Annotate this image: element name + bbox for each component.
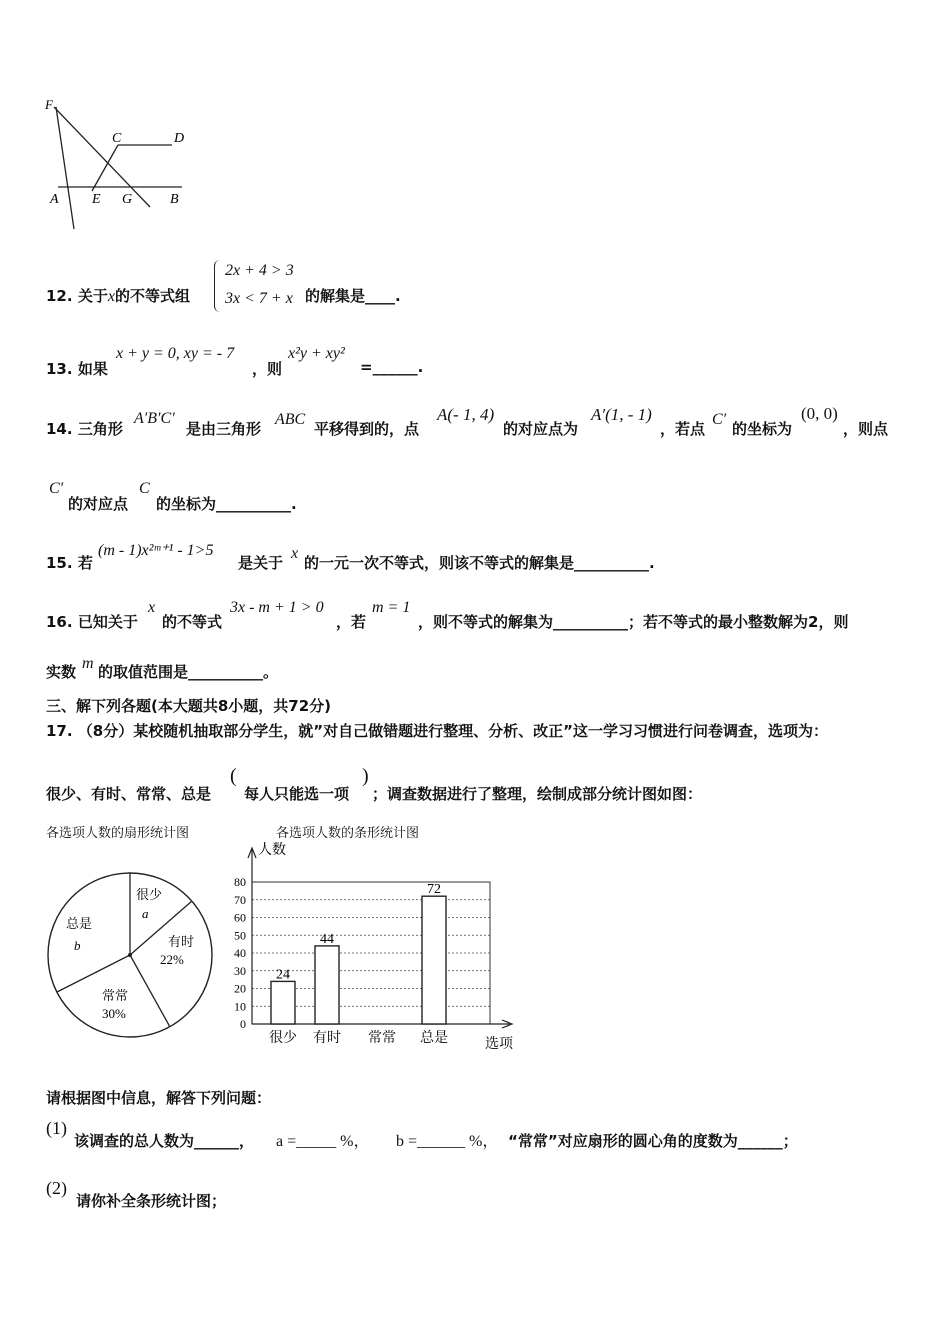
y-tick-label: 40 [234, 946, 246, 960]
q16-ineq: 3x - m + 1 > 0 [230, 599, 324, 616]
y-tick-label: 80 [234, 875, 246, 889]
q14-line1-a [46, 418, 123, 439]
y-tick-label: 60 [234, 910, 246, 925]
geometry-figure [40, 95, 200, 235]
q12-mid: 的不等式组 [114, 287, 190, 305]
q17-sub1-num: (1) [46, 1118, 67, 1138]
question-12 [46, 285, 190, 306]
bar-chart [220, 838, 530, 1053]
label-b: B [170, 192, 179, 207]
q17-line1: 17. （8分）某校随机抽取部分学生，就”对自己做错题进行整理、分析、改正”这一学习习惯进行问卷调查，选项为： [46, 722, 828, 740]
q16-t1: 已知关于 [77, 613, 138, 631]
q12-pre: 关于 [77, 287, 108, 305]
q13-post: =______. [360, 358, 424, 376]
pie-label-zongshi: 总是 [66, 917, 93, 932]
question-13 [46, 358, 108, 379]
q13-mid: ，则 [252, 360, 283, 378]
q14-t5: ，若点 [660, 420, 706, 438]
pie-value-henshao: a [142, 906, 149, 921]
q14-t3: 平移得到的，点 [314, 420, 420, 438]
q14-t1: 三角形 [77, 420, 123, 438]
bar-value-label: 44 [320, 931, 334, 947]
q15-expr: (m - 1)x²ᵐ⁺¹ - 1>5 [98, 542, 214, 559]
bar-title: 各选项人数的条形统计图 [276, 826, 420, 841]
line-c-e [92, 145, 118, 191]
y-tick-label: 30 [234, 963, 246, 978]
y-tick-label: 50 [234, 928, 246, 943]
q17-sub1-t1: 该调查的总人数为______， [74, 1132, 255, 1150]
q16-l2-t1: 实数 [46, 663, 77, 681]
pie-value-zongshi: b [74, 938, 81, 953]
q17-paren-open: ( [230, 765, 237, 787]
pie-label-youshi: 有时 [168, 935, 195, 950]
pie-value-changchang: 30% [102, 1006, 126, 1021]
q16-l2-m: m [82, 655, 94, 672]
q16-t3: ，若 [336, 613, 367, 631]
question-16 [46, 611, 138, 632]
q15-var: x [291, 545, 299, 562]
label-e: E [92, 192, 101, 207]
q12-ineq1: 2x + 4 > 3 [225, 262, 294, 279]
label-a: A [50, 192, 59, 207]
bar [422, 896, 446, 1024]
pie-chart [40, 860, 230, 1050]
q17-after: 请根据图中信息，解答下列问题： [46, 1089, 272, 1107]
y-tick-label: 70 [234, 892, 246, 907]
q17-sub1-t2: “常常”对应扇形的圆心角的度数为______； [508, 1132, 798, 1150]
q16-l2-t2: 的取值范围是__________。 [98, 663, 279, 681]
q14-l2-pt: C′ [49, 480, 64, 497]
q16-t2: 的不等式 [162, 613, 223, 631]
q14-t6: 的坐标为 [732, 420, 793, 438]
q14-pA2: A′(1, - 1) [591, 405, 652, 424]
pie-label-changchang: 常常 [102, 989, 129, 1004]
y-tick-label: 20 [234, 981, 246, 996]
category-label: 很少 [269, 1030, 297, 1046]
bar [271, 981, 295, 1024]
q12-var: x [107, 288, 115, 305]
q14-t2: 是由三角形 [186, 420, 262, 438]
q14-l2-t2: 的坐标为__________. [156, 495, 297, 513]
bar-value-label: 72 [427, 882, 441, 898]
q16-var: x [148, 599, 156, 616]
q15-number: 15. [46, 554, 73, 572]
q14-pA: A(- 1, 4) [437, 405, 495, 424]
pie-value-youshi: 22% [160, 952, 184, 967]
bar-value-label: 24 [276, 967, 290, 983]
bar [315, 946, 339, 1024]
y-tick-label: 10 [234, 999, 246, 1014]
label-f: F [45, 97, 53, 112]
q14-l2-t1: 的对应点 [68, 495, 129, 513]
q14-pC2: C′ [712, 411, 727, 428]
q15-post: 的一元一次不等式，则该不等式的解集是__________. [304, 554, 655, 572]
q17-line2c: ；调查数据进行了整理，绘制成部分统计图如图： [372, 785, 703, 803]
q17-paren-close: ) [362, 765, 369, 787]
q12-post: 的解集是____. [305, 287, 401, 305]
q13-expr: x²y + xy² [288, 345, 345, 362]
q12-number: 12. [46, 287, 73, 305]
q13-cond: x + y = 0, xy = - 7 [116, 345, 235, 362]
q16-number: 16. [46, 613, 73, 631]
q14-t7: ，则点 [843, 420, 889, 438]
q14-tri1: A′B′C′ [134, 410, 175, 427]
category-label: 常常 [368, 1030, 396, 1046]
label-g: G [122, 192, 133, 207]
x-axis-label: 选项 [485, 1036, 513, 1052]
q17-line2b: 每人只能选一项 [244, 785, 350, 803]
label-c: C [112, 131, 122, 146]
category-label: 有时 [313, 1030, 341, 1046]
q17-line2a: 很少、有时、常常、总是 [46, 785, 212, 803]
q15-pre: 若 [77, 554, 93, 572]
pie-center [128, 953, 132, 957]
q12-ineq2: 3x < 7 + x [225, 290, 293, 307]
q14-coord: (0, 0) [801, 404, 838, 423]
y-tick-label: 0 [240, 1017, 246, 1031]
q17-sub1-b: b =______ %， [396, 1133, 499, 1150]
q14-tri2: ABC [275, 411, 306, 428]
q16-t4: ，则不等式的解集为__________；若不等式的最小整数解为2，则 [418, 613, 849, 631]
q17-sub2-num: (2) [46, 1178, 67, 1198]
label-d: D [174, 131, 185, 146]
pie-label-henshao: 很少 [136, 888, 163, 903]
q13-pre: 如果 [77, 360, 108, 378]
q13-number: 13. [46, 360, 73, 378]
section-3-heading: 三、解下列各题(本大题共8小题，共72分) [46, 697, 332, 715]
question-15 [46, 552, 93, 573]
q17-sub2-t: 请你补全条形统计图； [76, 1192, 227, 1210]
q14-l2-c: C [139, 480, 150, 497]
q12-brace [214, 260, 223, 312]
pie-title: 各选项人数的扇形统计图 [46, 826, 190, 841]
q14-t4: 的对应点为 [503, 420, 579, 438]
y-axis-label: 人数 [258, 842, 286, 858]
category-label: 总是 [420, 1030, 448, 1046]
q17-sub1-a: a =_____ %， [276, 1133, 370, 1150]
q16-cond: m = 1 [372, 599, 411, 616]
q14-number: 14. [46, 420, 73, 438]
q15-mid: 是关于 [238, 554, 284, 572]
